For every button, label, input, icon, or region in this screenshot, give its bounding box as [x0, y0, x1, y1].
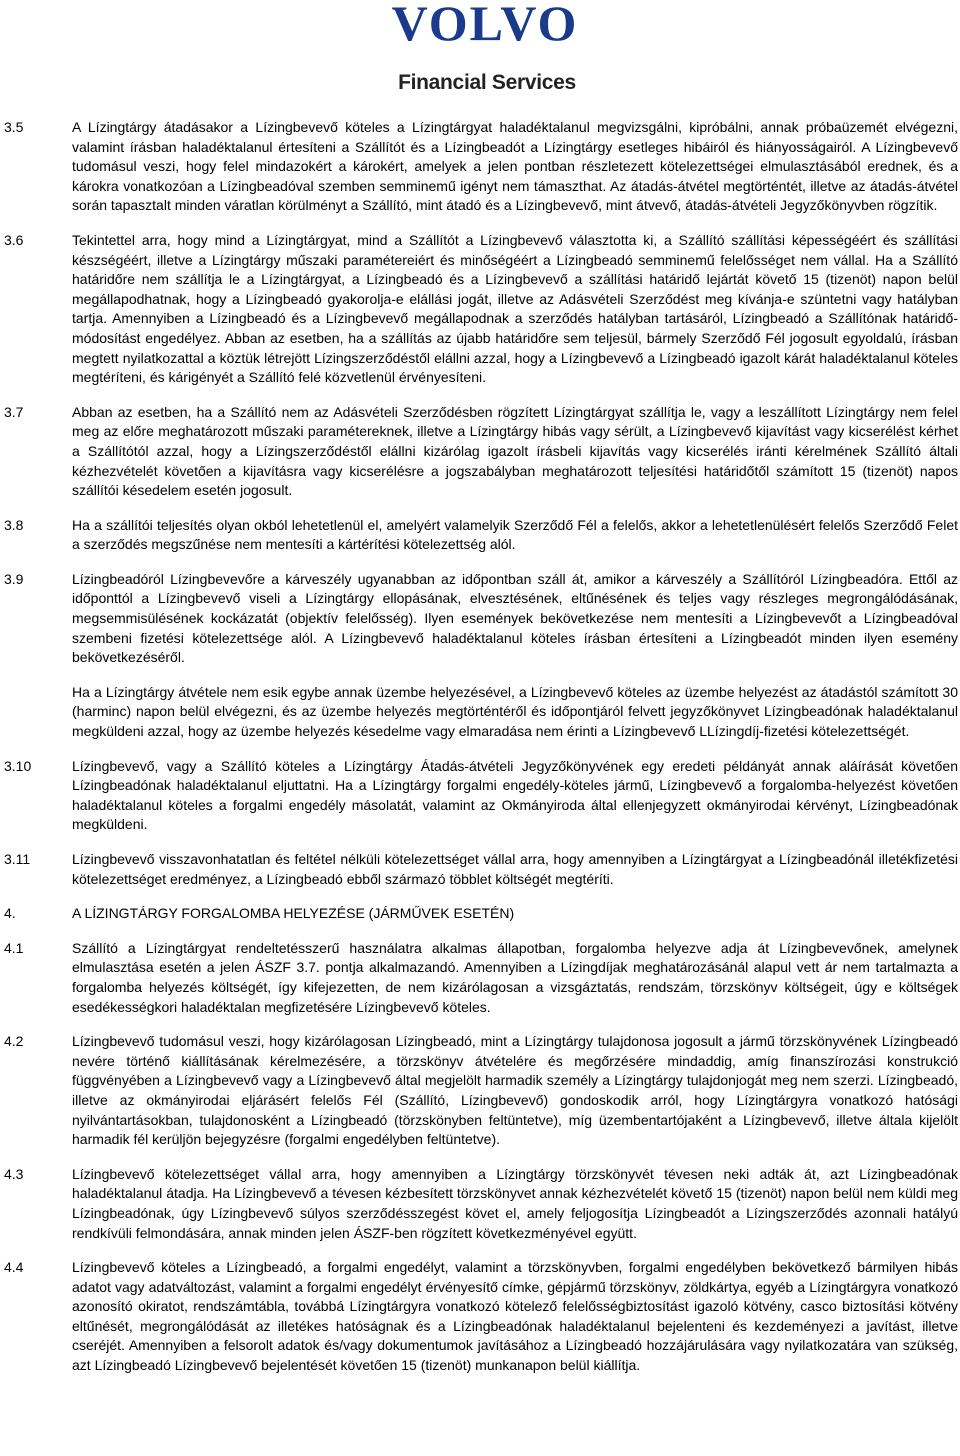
- section-paragraph: [4, 570, 958, 668]
- document-body: [4, 118, 958, 1376]
- section-number: 3.5: [4, 119, 24, 135]
- section-paragraph: [4, 683, 958, 742]
- section-number: 3.8: [4, 516, 24, 533]
- section-paragraph: [4, 516, 958, 555]
- section-spacer: [4, 835, 958, 850]
- financial-services-label: Financial Services: [398, 71, 576, 94]
- section-text: Ha a Lízingtárgy átvétele nem esik egybe annak üzembe helyezésével, a Lízingbevevő köteles az üzembe helyezést az átadástól számított 30 (harminc) napon belül elvégezni, és az üzembe helyezés megtörténtéről és időpontjáról felvett jegyzőkönyvet Lízingbeadónak haladéktalanul megküldeni azzal, hogy az üzembe helyezés késedelme vagy elmaradása nem érinti a Lízingbevevő LLízingdíj-fizetési kötelezettségét.: [72, 683, 958, 740]
- section-spacer: [4, 1017, 958, 1032]
- section-spacer: [4, 1150, 958, 1165]
- section-number: 3.6: [4, 231, 24, 248]
- section-number: 4.: [4, 905, 16, 922]
- section-number: [4, 683, 72, 742]
- document-header: [0, 0, 960, 100]
- section-number: 4.1: [4, 939, 24, 956]
- section-number: 4.2: [4, 1033, 24, 1050]
- section-number: 3.7: [4, 403, 24, 420]
- section-text: Abban az esetben, ha a Szállító nem az Adásvételi Szerződésben rögzített Lízingtárgyat szállítja le, vagy a leszállított Lízingtárgy nem felel meg az előre meghatározott műszaki paramétereknek, illetve a Lízingtárgy hibás vagy sérült, a Lízingbevevő kijavítást vagy kicserélést kérhet a Szállítótól azzal, hogy a Lízingszerződéstől elállni kizárólag igazolt írásbeli kijavítás vagy kicserélés iránti kérelmének Szállító általi kézhezvételét követően a kijavításra vagy kicserélésre a jogszabályban meghatározott teljesítési határidőtől számított 15 (tizenöt) napos szállítói késedelem esetén jogosult.: [72, 403, 958, 499]
- section-number: 3.11: [4, 851, 31, 867]
- section-spacer: [4, 924, 958, 939]
- section-paragraph: [4, 757, 958, 835]
- section-text: Lízingbevevő köteles a Lízingbeadó, a forgalmi engedélyt, valamint a törzskönyvben, forgalmi engedélyben bekövetkező bármilyen hibás adatot vagy adatváltozást, valamint a forgalmi engedélyt érvényesítő címke, gépjármű törzskönyv, zöldkártya, egyéb a Lízingtárgyra vonatkozó azonosító okiratot, rendszámtábla, továbbá Lízingtárgyra vonatkozó kötelező felelősségbiztosítást igazoló kötvény, casco biztosítási kötvény eltűnését, megrongálódását az illetékes hatóságnak és a Lízingbeadónak haladéktalanul bejelenteni és kezdeményezi a javítást, illetve cseréjét. Amennyiben a felsorolt adatok és/vagy dokumentumok javításához a Lízingbeadó hozzájárulására vagy nyilatkozatára van szükség, azt Lízingbeadó Lízingbevevő bejelentését követően 15 (tizenöt) munkanapon belül kiállítja.: [72, 1259, 958, 1374]
- section-spacer: [4, 388, 958, 403]
- section-paragraph: [4, 1032, 958, 1150]
- section-paragraph: [4, 939, 958, 1017]
- section-text: Szállító a Lízingtárgyat rendeltetésszerű használatra alkalmas állapotban, forgalomba helyezve adja át Lízingbevevőnek, amelynek elmulasztása esetén a jelen ÁSZF 3.7. pontja alkalmazandó. Amennyiben a Lízingdíjak meghatározásánál alapul vett ár nem tartalmazta a forgalomba helyezés költségét, így kifejezetten, de nem kizárólagosan a vizsgáztatás, rendszám, törzskönyv költségeit, úgy e költségek esedékességkori haladéktalan megfizetésére Lízingbevevő köteles.: [72, 939, 958, 1015]
- section-number: 3.10: [4, 757, 32, 774]
- section-spacer: [4, 668, 958, 683]
- section-text: Lízingbevevő tudomásul veszi, hogy kizárólagosan Lízingbeadó, mint a Lízingtárgy tulajdonosa jogosult a jármű törzskönyvének Lízingbeadó nevére történő kiállításának kérelmezésére, a törzskönyv átvételére és megőrzésére mindaddig, amíg finanszírozási konstrukció függvényében a Lízingbevevő vagy a Lízingbevevő által megjelölt harmadik személy a Lízingtárgy tulajdonjogát meg nem szerzi. Lízingbeadó, illetve az okmányirodai eljárásért felelős Fél (Szállító, Lízingbevevő) gondoskodik arról, hogy Lízingtárgyra vonatkozó hatósági nyilvántartásokban, tulajdonosként a Lízingbeadó (törzskönyben feltüntetve), míg üzembentartójaként a Lízingbevevő, illetve általa kijelölt harmadik fél kerüljön bejegyzésre (forgalmi engedélyben feltüntetve).: [72, 1033, 958, 1148]
- section-spacer: [4, 216, 958, 231]
- section-number: 4.4: [4, 1259, 24, 1276]
- section-spacer: [4, 742, 958, 757]
- section-spacer: [4, 889, 958, 904]
- section-number: 4.3: [4, 1165, 24, 1182]
- section-text: A Lízingtárgy átadásakor a Lízingbevevő köteles a Lízingtárgyat haladéktalanul megvizsgálni, kipróbálni, annak próbaüzemét elvégezni, valamint írásban haladéktalanul értesíteni a Szállítót és a Lízingbeadót a Lízingtárgy esetleges hibáiról és hiányosságairól. A Lízingbevevő tudomásul veszi, hogy felel mindazokért a károkért, amelyek a jelen pontban részletezett kötelezettségei elmulasztásából erednek, és a károkra vonatkozóan a Lízingbeadóval szemben semminemű igényt nem támaszthat. Az átadás-átvétel megtörténtét, illetve az átadás-átvétel során tapasztalt minden váratlan körülményt a Szállító, mint átadó és a Lízingbevevő, mint átvevő, átadás-átvételi Jegyzőkönyvben rögzítik.: [72, 119, 958, 214]
- volvo-logo: [340, 0, 630, 48]
- section-text: A LÍZINGTÁRGY FORGALOMBA HELYEZÉSE (JÁRMŰVEK ESETÉN): [72, 905, 515, 922]
- section-spacer: [4, 501, 958, 516]
- section-paragraph: [4, 1258, 958, 1376]
- section-paragraph: [4, 231, 958, 388]
- section-paragraph: [4, 118, 958, 216]
- section-paragraph: [4, 850, 958, 889]
- section-paragraph: [4, 403, 958, 501]
- volvo-logo-wordmark: [340, 0, 630, 48]
- svg-text:VOLVO: VOLVO: [391, 0, 579, 48]
- section-text: Lízingbevevő kötelezettséget vállal arra, hogy amennyiben a Lízingtárgy törzskönyvét tévesen neki adták át, azt Lízingbeadónak haladéktalanul átadja. Ha Lízingbevevő a tévesen kézbesített törzskönyvet annak kézhezvételét követő 15 (tizenöt) napon belül nem küldi meg Lízingbeadónak, úgy Lízingbevevő súlyos szerződésszegést követ el, amely feljogosítja Lízingbeadót a Lízingszerződés azonnali hatályú rendkívüli felmondására, annak minden jelen ÁSZF-ben rögzített következményével együtt.: [72, 1165, 958, 1241]
- section-spacer: [4, 1243, 958, 1258]
- section-spacer: [4, 555, 958, 570]
- section-text: Ha a szállítói teljesítés olyan okból lehetetlenül el, amelyért valamelyik Szerződő Fél a felelős, akkor a lehetetlenülésért felelős Szerződő Felet a szerződés megszűnése nem mentesíti a kártérítési kötelezettség alól.: [72, 516, 958, 553]
- section-heading: [4, 904, 958, 924]
- section-text: Lízingbevevő, vagy a Szállító köteles a Lízingtárgy Átadás-átvételi Jegyzőkönyvének egy eredeti példányát annak aláírását követően Lízingbeadónak haladéktalanul eljuttatni. Ha a Lízingtárgy forgalmi engedély-köteles jármű, Lízingbevevő a forgalomba-helyezést követően haladéktalanul köteles a forgalmi engedély másolatát, valamint az Okmányiroda által ellenjegyzett okmányirodai kérvényt, Lízingbeadónak megküldeni.: [72, 757, 958, 833]
- section-text: Lízingbeadóról Lízingbevevőre a kárveszély ugyanabban az időpontban száll át, amikor a kárveszély a Szállítóról Lízingbeadóra. Ettől az időponttól a Lízingbevevő viseli a Lízingtárgy ellopásának, elvesztésének, eltűnésének és teljes vagy részleges megrongálódásának, megsemmisülésének kockázatát (objektív felelősség). Ilyen események bekövetkezése nem mentesíti a Lízingbevevőt a Lízingbeadóval szembeni fizetési kötelezettsége alól. A Lízingbevevő haladéktalanul köteles írásban értesíteni a Lízingbeadót minden ilyen esemény bekövetkezéséről.: [72, 570, 958, 666]
- section-paragraph: [4, 1165, 958, 1243]
- section-text: Tekintettel arra, hogy mind a Lízingtárgyat, mind a Szállítót a Lízingbevevő választotta ki, a Szállító szállítási képességéért és szállítási készségéért, illetve a Lízingtárgy műszaki paramétereiért és minőségéért a Lízingbeadó semminemű felelősséget nem vállal. Ha a Szállító határidőre nem szállítja le a Lízingtárgyat, a Lízingbeadó és a Lízingbevevő a szállítási határidő lejártát követő 15 (tizenöt) napon belül megállapodhatnak, hogy a Lízingbeadó gyakorolja-e elállási jogát, illetve az Adásvételi Szerződést meg kívánja-e szüntetni vagy hatályban tartja. Amennyiben a Lízingbeadó és a Lízingbevevő megállapodnak a szerződés hatályban tartásáról, Lízingbeadó a Szállítónak határidő-módosítást engedélyez. Abban az esetben, ha a szállítás az újabb határidőre sem teljesül, bármely Szerződő Fél jogosult egyoldalú, írásban megtett nyilatkozattal a köztük létrejött Lízingszerződéstől elállni azzal, hogy a Lízingbevevő a Lízingbeadó igazolt kárát haladéktalanul köteles megtéríteni, és kárigényét a Szállító felé közvetlenül érvényesíteni.: [72, 231, 958, 386]
- section-number: 3.9: [4, 570, 24, 587]
- section-text: Lízingbevevő visszavonhatatlan és feltétel nélküli kötelezettséget vállal arra, hogy amennyiben a Lízingtárgyat a Lízingbeadónál illetékfizetési kötelezettséget eredményez, a Lízingbeadó ebből származó többlet költségét megtéríti.: [72, 851, 958, 887]
